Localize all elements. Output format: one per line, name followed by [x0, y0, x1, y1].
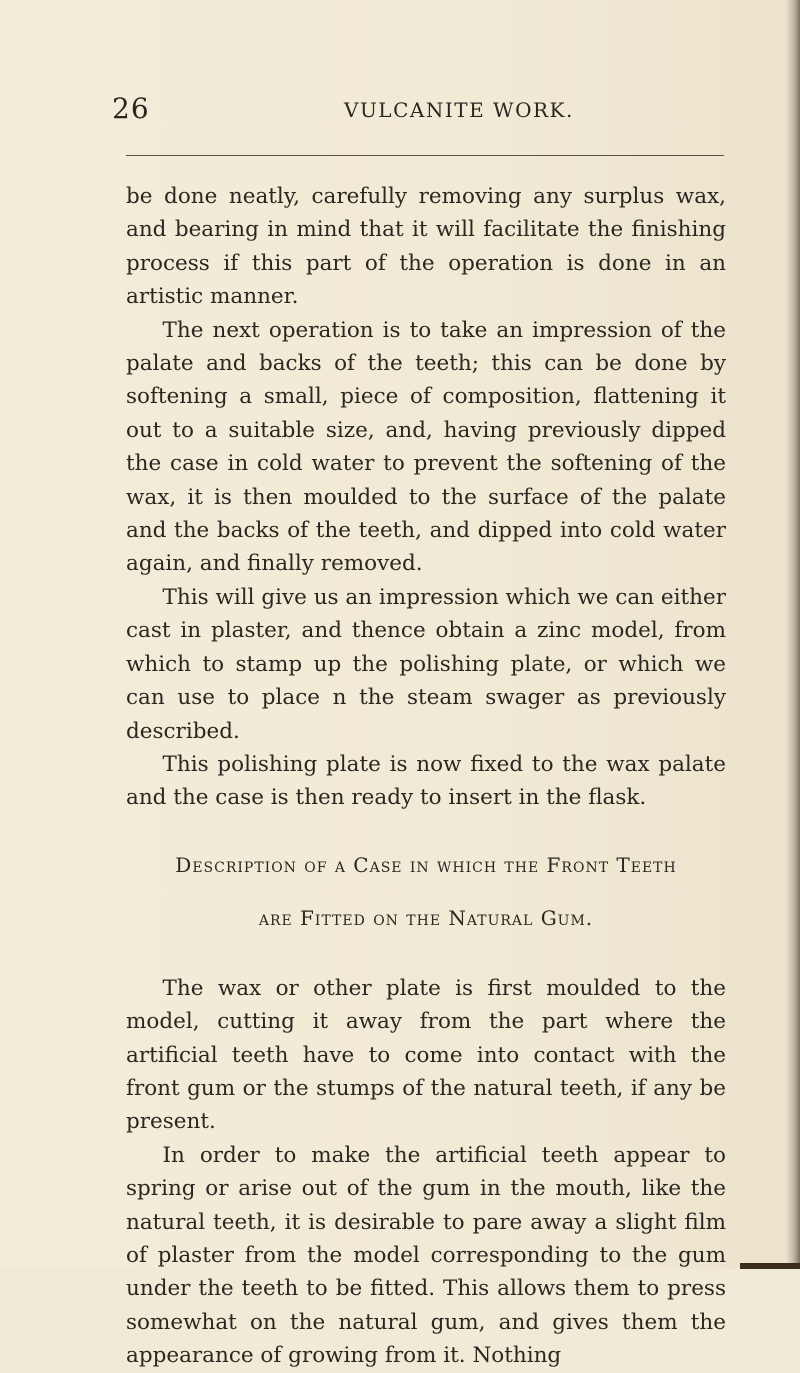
page-number: 26	[112, 92, 150, 125]
paragraph: The next operation is to take an impression of the palate and backs of the teeth; this can be done by softening a small, piece of composition, flattening it out to a suitable size, and, having previously dipped the case in cold water to prevent the softening of the wax, it is then moulded to the surface of the palate and the backs of the teeth, and dipped into cold water again, and finally removed.	[126, 317, 726, 577]
page-corner-mark	[740, 1263, 800, 1269]
running-head: VULCANITE WORK.	[344, 98, 574, 122]
paragraph: The wax or other plate is first moulded to the model, cutting it away from the part where the artificial teeth have to come into contact with the front gum or the stumps of the natural teeth, if any be present.	[126, 975, 726, 1135]
paragraph: In order to make the artificial teeth appear to spring or arise out of the gum in the mouth, like the natural teeth, it is desirable to pare away a slight film of plaster from the model corresponding to the gum under the teeth to be fitted. This allows them to press somewhat on the natural gum, and gives them the appearance of growing from it. Nothing	[126, 1142, 726, 1369]
page-header	[112, 92, 724, 132]
section-heading-line-2: are Fitted on the Natural Gum.	[258, 905, 594, 930]
paragraph: This will give us an impression which we can either cast in plaster, and thence obtain a zinc model, from which to stamp up the polishing plate, or which we can use to place n the steam swager as previously described.	[126, 584, 726, 744]
header-rule	[126, 155, 724, 156]
section-heading-line-1: Description of a Case in which the Front Teeth	[175, 852, 677, 877]
paragraph: This polishing plate is now fixed to the wax palate and the case is then ready to insert in the flask.	[126, 751, 726, 811]
body-text	[126, 180, 726, 1373]
paragraph: be done neatly, carefully removing any surplus wax, and bearing in mind that it will facilitate the finishing process if this part of the operation is done in an artistic manner.	[126, 184, 726, 310]
page-edge-shadow	[786, 0, 800, 1269]
